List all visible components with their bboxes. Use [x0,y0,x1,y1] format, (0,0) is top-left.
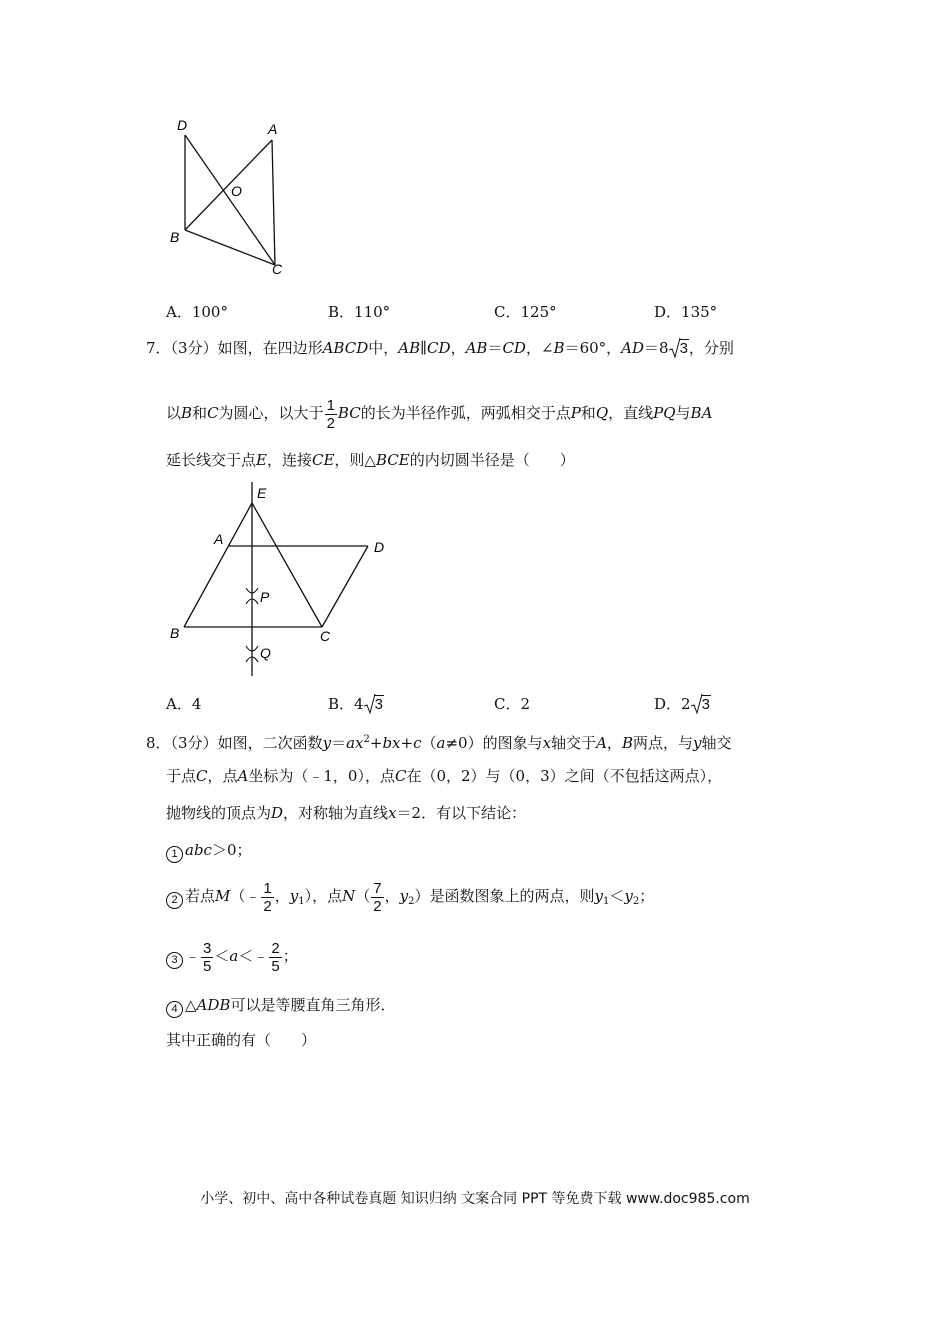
q7-option-c: C．2 [494,695,531,713]
q7-label-c: C [320,628,331,644]
q7-label-p: P [260,589,270,605]
q6-label-d: D [177,117,188,133]
q7-figure [160,478,400,680]
fraction-one-half: $\frac{1}{2}$ [326,396,335,432]
q8-line-2: 于点C，点A坐标为（﹣1，0），点C在（0，2）与（0，3）之间（不包括这两点）， [166,767,723,785]
q8-conclusion-1: 1 abc＞0； [166,840,252,863]
q7-option-a: A．4 [166,695,202,713]
sqrt-3: 3 [364,695,384,715]
sqrt-3: 3 [669,339,689,359]
q8-conclusion-3: 3 ﹣ $\frac{3}{5}$ ＜a＜﹣ $\frac{2}{5}$ ； [166,938,298,975]
fraction-three-fifths: $\frac{3}{5}$ [203,939,212,975]
q8-ask: 其中正确的有（ ） [166,1031,317,1049]
page-footer: 小学、初中、高中各种试卷真题 知识归纳 文案合同 PPT 等免费下载 www.doc985.com [200,1191,750,1207]
q8-line-1: 8．（3分）如图，二次函数$y=ax^2+bx+c(a\ne 0)$的图象与x轴交于A，B两点，与y轴交 [146,734,732,752]
q7-line-2: 以B和C为圆心，以大于 $\frac{1}{2}$ BC的长为半径作弧，两弧相交于点P和Q，直线PQ与BA [166,396,713,432]
q7-line-3: 延长线交于点E，连接CE，则△BCE的内切圆半径是（ ） [166,451,575,469]
q6-label-a: A [268,121,278,137]
q8-conclusion-4: 4 △ADB可以是等腰直角三角形． [166,995,395,1018]
q6-label-c: C [272,261,283,277]
q7-option-b: B．4 3 [328,695,383,713]
q6-option-b: B．110° [328,303,391,321]
q6-figure [160,110,300,280]
q8-line-3: 抛物线的顶点为D，对称轴为直线x＝2．有以下结论： [166,804,527,822]
fraction-seven-halves: $\frac{7}{2}$ [373,879,382,915]
q7-line-1: 7．（3分）如图，在四边形ABCD中，AB∥CD，AB＝CD，∠B＝60°，AD＝8 3，分别 [146,339,734,357]
sqrt-3: 3 [691,695,711,715]
q6-option-a: A．100° [166,303,228,321]
q7-label-a: A [214,531,224,547]
q7-label-b: B [170,625,180,641]
q7-label-d: D [374,539,385,555]
q7-label-e: E [257,485,267,501]
q6-option-d: D．135° [654,303,718,321]
q6-label-o: O [231,183,242,199]
fraction-two-fifths: $\frac{2}{5}$ [271,939,280,975]
q7-label-q: Q [260,645,271,661]
q6-option-c: C．125° [494,303,557,321]
q7-option-d: D．2 3 [654,695,710,713]
q6-label-b: B [170,229,180,245]
q8-conclusion-2: 2 若点M（﹣ $\frac{1}{2}$ ，$y_1$），点N（ $\frac{7}{2}$ ，$y_2$）是函数图象上的两点，则$y_1<y_2$； [166,878,654,920]
fraction-one-half: $\frac{1}{2}$ [263,879,272,915]
